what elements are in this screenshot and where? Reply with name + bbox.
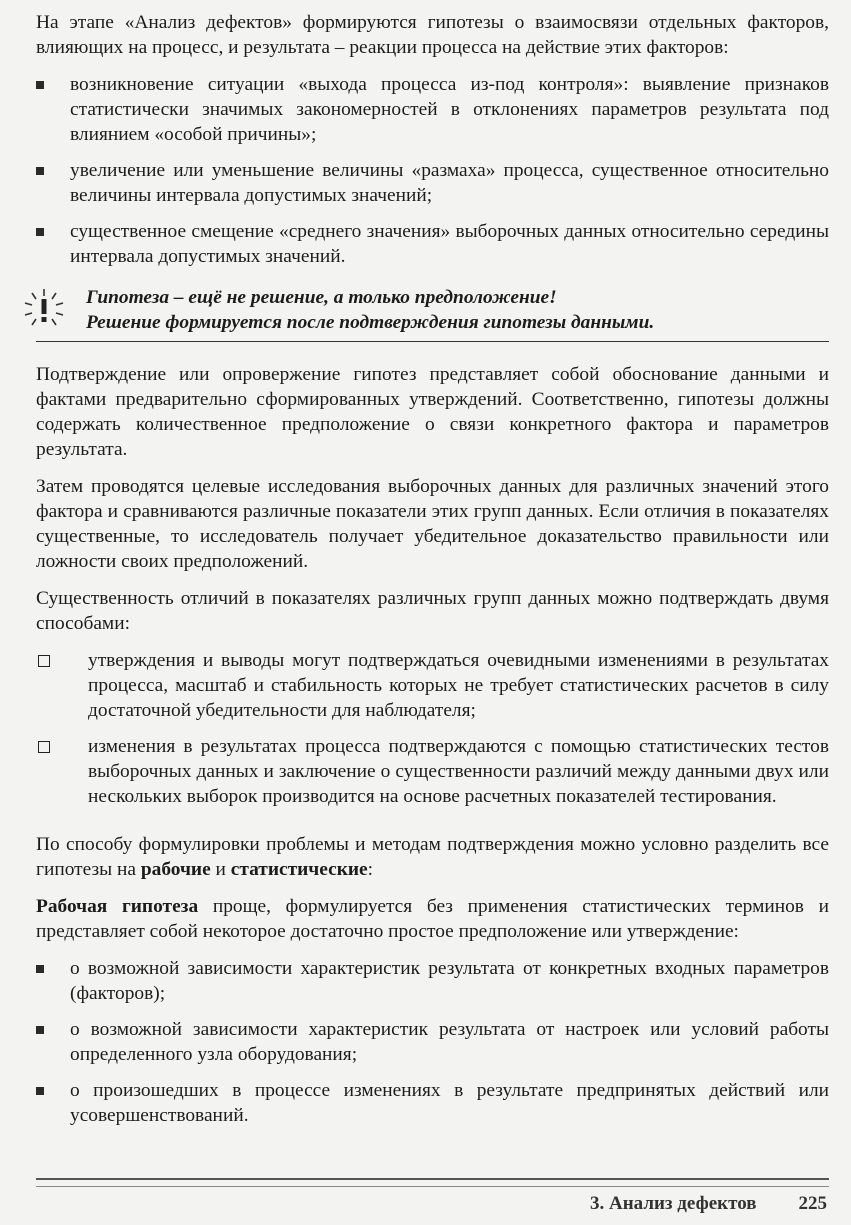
list-item: о возможной зависимости характеристик результата от настроек или условий работы определенного узла оборудования;: [36, 1017, 829, 1067]
list-item: о возможной зависимости характеристик результата от конкретных входных параметров (факторов);: [36, 956, 829, 1006]
paragraph: По способу формулировки проблемы и методам подтверждения можно условно разделить все гипотезы на рабочие и статистические:: [36, 834, 829, 880]
attention-note: [36, 285, 829, 342]
checkbox-bullet-icon: [38, 741, 50, 753]
footer-rule: [36, 1178, 829, 1187]
list-item: утверждения и выводы могут подтверждаться очевидными изменениями в результатах процесса, масштаб и стабильность которых не требует статистических расчетов в силу достаточной убедительности для наблюдателя;: [36, 648, 829, 723]
list-item: увеличение или уменьшение величины «размаха» процесса, существенное относительно величины интервала допустимых значений;: [36, 158, 829, 208]
working-hypothesis-list: [36, 956, 829, 1128]
confirmation-methods-list: [36, 648, 829, 809]
square-bullet-icon: [36, 167, 44, 175]
paragraph: Рабочая гипотеза проще, формулируется без применения статистических терминов и представляет собой некоторое достаточно простое предположение или утверждение:: [36, 896, 829, 942]
hypothesis-situations-list: [36, 72, 829, 269]
square-bullet-icon: [36, 1087, 44, 1095]
square-bullet-icon: [36, 1026, 44, 1034]
paragraph: Затем проводятся целевые исследования выборочных данных для различных значений этого фактора и сравниваются различные показатели этих групп данных. Если отличия в показателях существенные, то исследователь получает убедительное доказательство правильности или ложности своих предположений.: [36, 476, 829, 572]
intro-paragraph: На этапе «Анализ дефектов» формируются гипотезы о взаимосвязи отдельных факторов, влияющих на процесс, и результата – реакции процесса на действие этих факторов:: [36, 12, 829, 58]
note-line-2: Решение формируется после подтверждения гипотезы данными.: [86, 312, 655, 333]
page-content: [36, 10, 829, 1139]
page-footer: [590, 1193, 827, 1215]
paragraph: Существенность отличий в показателях различных групп данных можно подтверждать двумя способами:: [36, 588, 829, 634]
exclamation-icon: [22, 287, 66, 331]
page-number: 225: [798, 1193, 827, 1214]
list-item: существенное смещение «среднего значения» выборочных данных относительно середины интервала допустимых значений.: [36, 219, 829, 269]
square-bullet-icon: [36, 228, 44, 236]
note-line-1: Гипотеза – ещё не решение, а только предположение!: [86, 287, 557, 308]
chapter-title: 3. Анализ дефектов: [589, 1193, 757, 1214]
bold-term: статистические: [230, 859, 368, 880]
checkbox-bullet-icon: [38, 655, 50, 667]
square-bullet-icon: [36, 81, 44, 89]
bold-term: Рабочая гипотеза: [36, 896, 199, 917]
list-item: возникновение ситуации «выхода процесса из-под контроля»: выявление признаков статистически значимых закономерностей в отклонениях параметров результата под влиянием «особой причины»;: [36, 72, 829, 147]
square-bullet-icon: [36, 965, 44, 973]
paragraph: Подтверждение или опровержение гипотез представляет собой обоснование данными и фактами предварительно сформированных утверждений. Соответственно, гипотезы должны содержать количественное предположение о связи конкретного фактора и параметров результата.: [36, 364, 829, 460]
list-item: изменения в результатах процесса подтверждаются с помощью статистических тестов выборочных данных и заключение о существенности различий между данными двух или нескольких выборок производится на основе расчетных показателей тестирования.: [36, 734, 829, 809]
list-item: о произошедших в процессе изменениях в результате предпринятых действий или усовершенствований.: [36, 1078, 829, 1128]
bold-term: рабочие: [140, 859, 211, 880]
